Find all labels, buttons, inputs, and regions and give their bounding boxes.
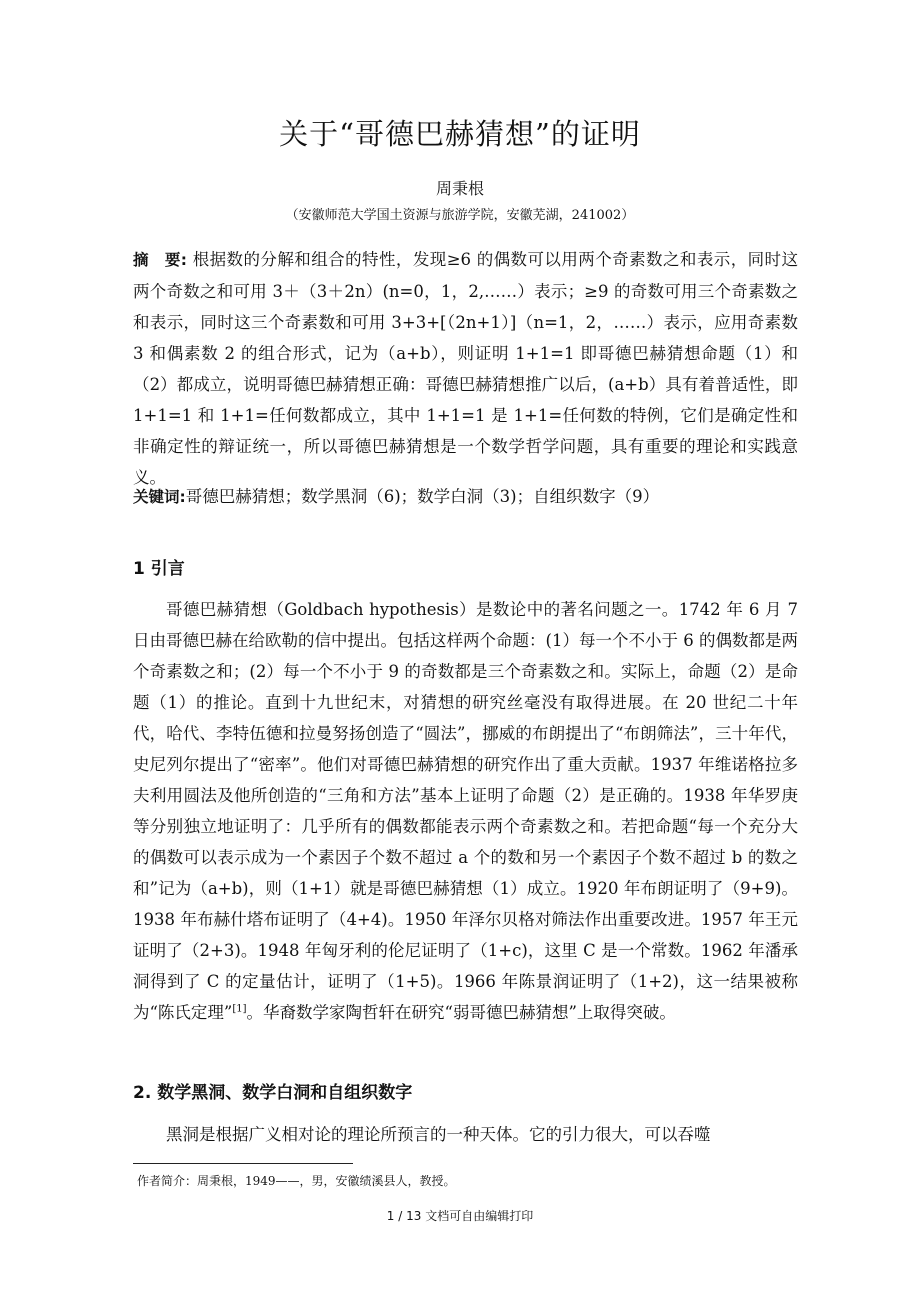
section-1-paragraph (133, 594, 798, 1028)
footnote-divider (133, 1163, 353, 1164)
paper-title: 关于“哥德巴赫猜想”的证明 (279, 117, 641, 151)
author-name: 周秉根 (435, 179, 484, 198)
keywords-label: 关键词: (133, 488, 186, 506)
author-affiliation: （安徽师范大学国土资源与旅游学院，安徽芜湖，241002） (285, 208, 635, 223)
abstract-text: 根据数的分解和组合的特性，发现≥6 的偶数可以用两个奇素数之和表示，同时这两个奇数之和可用 3＋（3＋2n）(n=0，1，2,……）表示；≥9 的奇数可用三个奇素数之和表示，同时这三个奇素数和可用 3+3+[（2n+1）]（n=1，2，……）表示，应用奇素数 3 和偶素数 2 的组合形式，记为（a+b），则证明 1+1=1 即哥德巴赫猜想命题（1）和（2）都成立，说明哥德巴赫猜想正确：哥德巴赫猜想推广以后，(a+b）具有着普适性，即 1+1=1 和 1+1=任何数都成立，其中 1+1=1 是 1+1=任何数的特例，它们是确定性和非确定性的辩证统一，所以哥德巴赫猜想是一个数学哲学问题，具有重要的理论和实践意义。 (133, 250, 798, 487)
abstract-paragraph (133, 244, 798, 493)
section-2-heading: 2. 数学黑洞、数学白洞和自组织数字 (133, 1083, 413, 1103)
keywords-line (133, 481, 798, 513)
keywords-text: 哥德巴赫猜想；数学黑洞（6)；数学白洞（3)；自组织数字（9） (185, 487, 660, 506)
page-footer: 1 / 13 文档可自由编辑打印 (386, 1209, 534, 1223)
abstract-label: 摘 要: (133, 251, 187, 269)
author-footnote: 作者简介：周秉根，1949——，男，安徽绩溪县人，教授。 (137, 1174, 456, 1188)
section-2-paragraph: 黑洞是根据广义相对论的理论所预言的一种天体。它的引力很大，可以吞噬 (166, 1125, 711, 1144)
section-1-heading: 1 引言 (133, 559, 185, 579)
citation-ref[interactable]: [1] (232, 1003, 247, 1015)
section-1-text: 哥德巴赫猜想（Goldbach hypothesis）是数论中的著名问题之一。1742 年 6 月 7 日由哥德巴赫在给欧勒的信中提出。包括这样两个命题：(1）每一个不小于 6 的偶数都是两个奇素数之和；(2）每一个不小于 9 的奇数都是三个奇素数之和。实际上，命题（2）是命题（1）的推论。直到十九世纪末，对猜想的研究丝毫没有取得进展。在 20 世纪二十年代，哈代、李特伍德和拉曼努扬创造了“圆法”，挪威的布朗提出了“布朗筛法”，三十年代，史尼列尔提出了“密率”。他们对哥德巴赫猜想的研究作出了重大贡献。1937 年维诺格拉多夫利用圆法及他所创造的“三角和方法”基本上证明了命题（2）是正确的。1938 年华罗庚等分别独立地证明了：几乎所有的偶数都能表示两个奇素数之和。若把命题“每一个充分大的偶数可以表示成为一个素因子个数不超过 a 个的数和另一个素因子个数不超过 b 的数之和”记为（a+b)，则（1+1）就是哥德巴赫猜想（1）成立。1920 年布朗证明了（9+9)。1938 年布赫什塔布证明了（4+4)。1950 年泽尔贝格对筛法作出重要改进。1957 年王元证明了（2+3)。1948 年匈牙利的伦尼证明了（1+c)，这里 C 是一个常数。1962 年潘承洞得到了 C 的定量估计，证明了（1+5)。1966 年陈景润证明了（1+2)，这一结果被称为“陈氏定理” (133, 600, 798, 1022)
section-1-text-end: 。华裔数学家陶哲轩在研究“弱哥德巴赫猜想”上取得突破。 (246, 1003, 676, 1022)
